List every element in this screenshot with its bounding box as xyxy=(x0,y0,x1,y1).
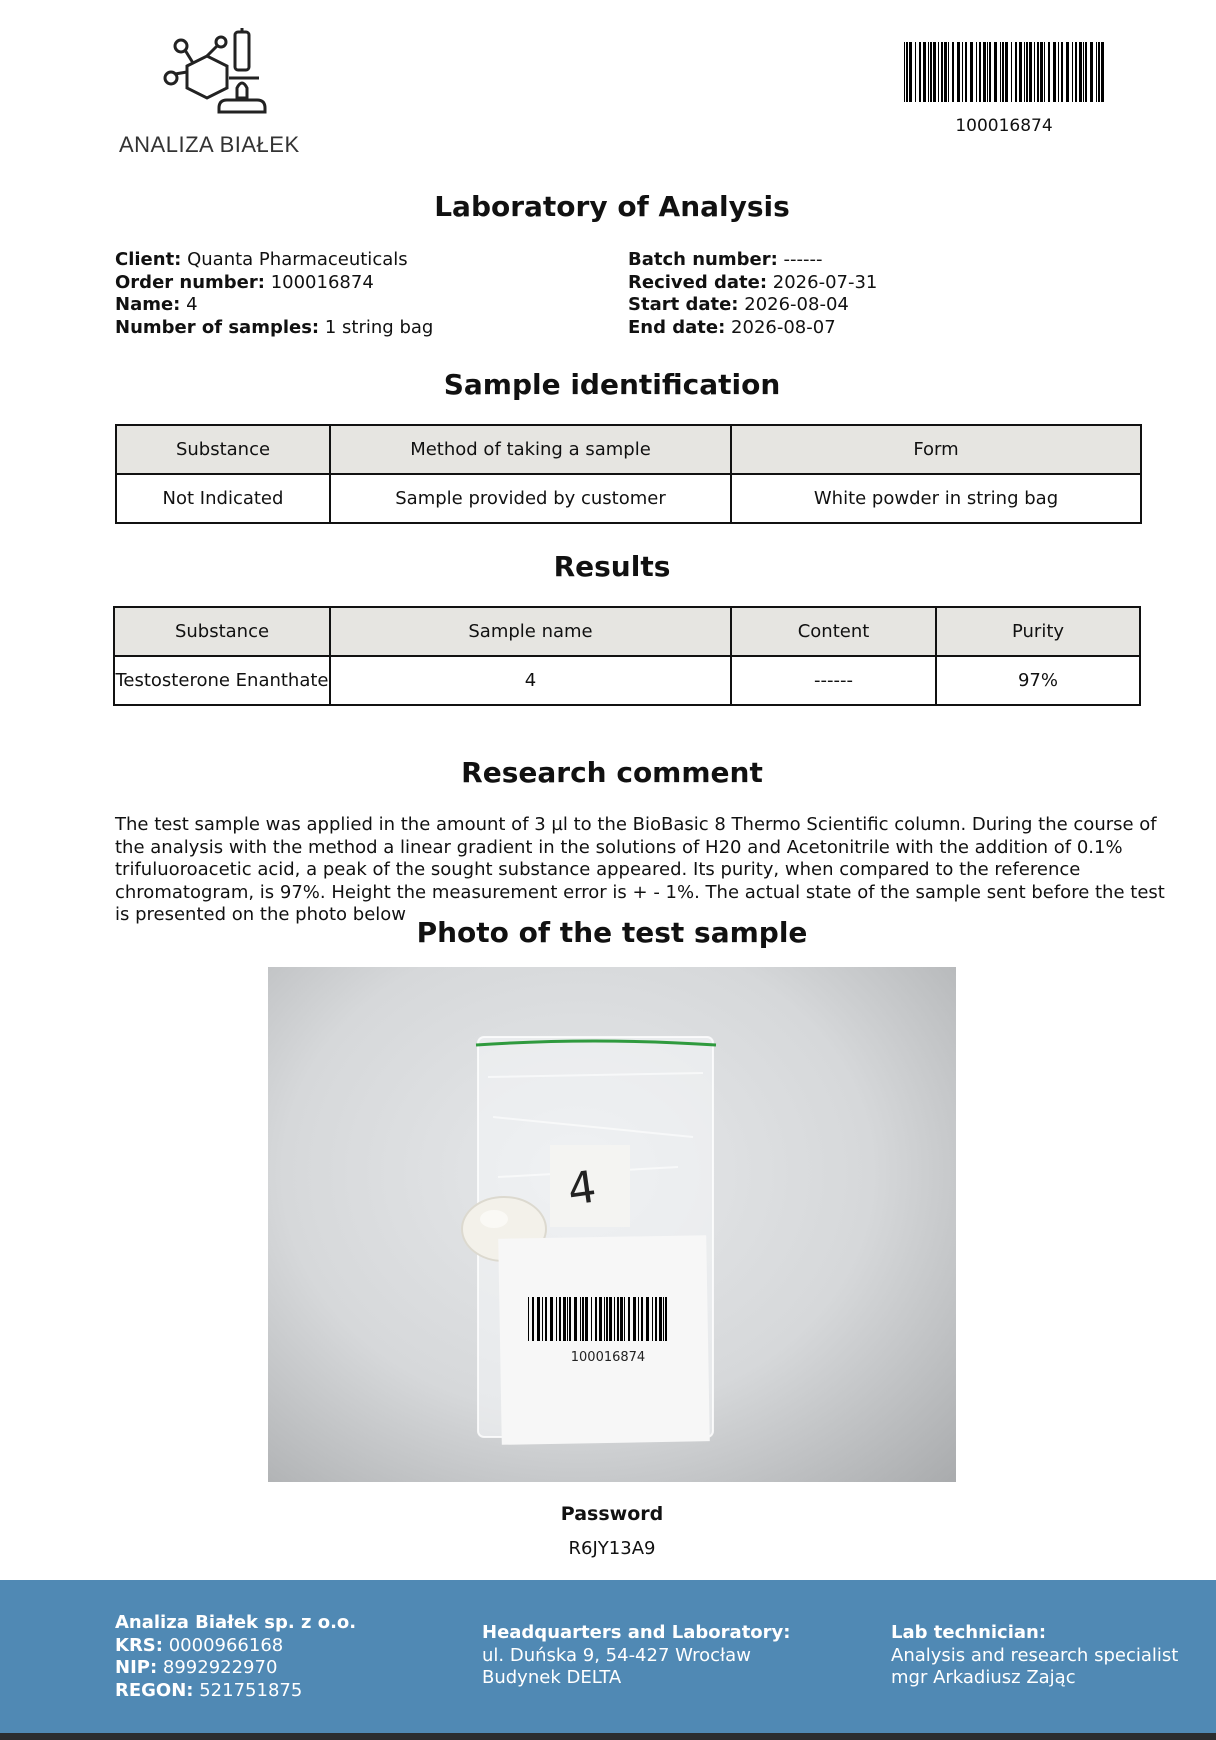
photo-heading: Photo of the test sample xyxy=(416,916,808,949)
table-header-row xyxy=(114,607,1140,656)
order-info-right xyxy=(628,249,877,339)
table-header-row xyxy=(116,425,1141,474)
results-table xyxy=(113,606,1141,706)
column-header: Sample name xyxy=(330,607,731,656)
footer-headquarters xyxy=(482,1622,790,1690)
hq-heading: Headquarters and Laboratory: xyxy=(482,1622,791,1643)
company-logo xyxy=(115,28,325,158)
barcode-image xyxy=(904,42,1104,102)
footer-lab-technician xyxy=(891,1622,1178,1690)
lab-name: mgr Arkadiusz Zając xyxy=(891,1667,1076,1688)
results-heading: Results xyxy=(553,550,671,583)
research-comment-text: The test sample was applied in the amount of 3 µl to the BioBasic 8 Thermo Scientific column. During the course of the analysis with the method a linear gradient in the solutions of H20 and Acetonitrile with the addition of 0.1% trifuluoroacetic acid, a peak of the sought substance appeared. Its purity, when compared to the reference chromatogram, is 97%. Height the measurement error is + - 1%. The actual state of the sample sent before the test is presented on the photo below xyxy=(115,814,1165,925)
footer-bottom-bar xyxy=(0,1733,1216,1740)
column-header: Content xyxy=(731,607,936,656)
barcode-number: 100016874 xyxy=(955,116,1053,136)
sample-identification-heading: Sample identification xyxy=(443,368,781,401)
research-comment-heading: Research comment xyxy=(461,756,763,789)
column-header: Form xyxy=(731,425,1141,474)
regon-value: 521751875 xyxy=(199,1679,303,1701)
table-cell: 4 xyxy=(330,656,731,705)
number-of-samples-row: Number of samples: 1 string bag xyxy=(115,316,434,338)
photo-barcode-number: 100016874 xyxy=(570,1350,646,1365)
hq-address: ul. Duńska 9, 54-427 Wrocław xyxy=(482,1644,751,1666)
company-name: Analiza Białek sp. z o.o. xyxy=(115,1612,357,1633)
table-cell: Not Indicated xyxy=(116,474,330,523)
start-date-row: Start date: 2026-08-04 xyxy=(628,294,849,315)
column-header: Purity xyxy=(936,607,1140,656)
sample-photo xyxy=(268,967,956,1482)
lab-heading: Lab technician: xyxy=(891,1622,1047,1643)
name-row: Name: 4 xyxy=(115,294,198,315)
molecule-microscope-icon xyxy=(163,28,283,124)
table-cell: ------ xyxy=(731,656,936,705)
lab-title: Analysis and research specialist xyxy=(891,1644,1179,1666)
krs-value: 0000966168 xyxy=(168,1634,284,1656)
password-value: R6JY13A9 xyxy=(568,1538,656,1559)
sample-identification-table xyxy=(115,424,1142,524)
table-cell: Sample provided by customer xyxy=(330,474,731,523)
batch-number-row: Batch number: ------ xyxy=(628,249,823,270)
received-date-row: Recived date: 2026-07-31 xyxy=(628,271,878,293)
footer xyxy=(0,1580,1216,1740)
sample-bag-image xyxy=(268,967,956,1482)
page-title: Laboratory of Analysis xyxy=(434,190,790,223)
footer-company-info: Analiza Białek sp. z o.o. KRS: 0000966168 NIP: 8992922970 REGON: 521751875 xyxy=(115,1612,357,1701)
column-header: Substance xyxy=(114,607,330,656)
end-date-row: End date: 2026-08-07 xyxy=(628,316,836,338)
table-row xyxy=(116,474,1141,523)
table-cell: Testosterone Enanthate xyxy=(114,656,330,705)
column-header: Substance xyxy=(116,425,330,474)
table-cell: 97% xyxy=(936,656,1140,705)
client-row: Client: Quanta Pharmaceuticals xyxy=(115,249,408,270)
bag-number: 4 xyxy=(564,1161,600,1216)
table-row xyxy=(114,656,1140,705)
password-label: Password xyxy=(560,1503,664,1525)
nip-value: 8992922970 xyxy=(162,1657,278,1678)
column-header: Method of taking a sample xyxy=(330,425,731,474)
hq-building: Budynek DELTA xyxy=(482,1667,622,1688)
order-number-row: Order number: 100016874 xyxy=(115,271,374,293)
table-cell: White powder in string bag xyxy=(731,474,1141,523)
logo-text: ANALIZA BIAŁEK xyxy=(119,132,300,157)
order-info-left xyxy=(115,249,433,339)
